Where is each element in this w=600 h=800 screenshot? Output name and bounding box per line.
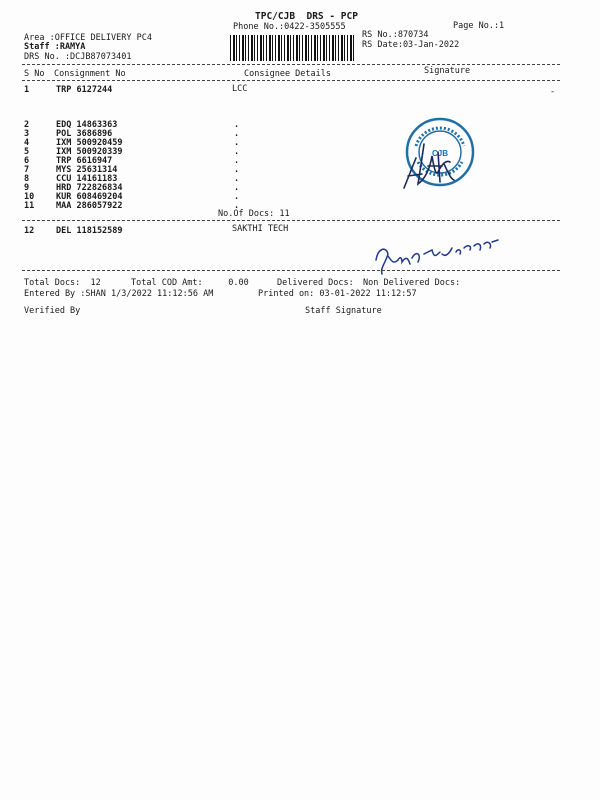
- table-row: 6 TRP 6616947 .: [24, 156, 240, 166]
- table-row: 12 DEL 118152589: [24, 226, 123, 236]
- col-consignee: Consignee Details: [244, 69, 331, 79]
- row-sno: 1: [24, 85, 30, 95]
- table-row: 7 MYS 25631314 .: [24, 165, 240, 175]
- row-consignee: LCC: [232, 84, 248, 94]
- col-consignment: Consignment No: [54, 69, 126, 79]
- table-row: 9 HRD 722826834 .: [24, 183, 240, 193]
- table-row: 4 IXM 500920459 .: [24, 138, 240, 148]
- divider: [22, 270, 560, 271]
- table-row: 10 KUR 608469204 .: [24, 192, 240, 202]
- delivered-docs: Delivered Docs:: [277, 278, 354, 288]
- divider: [22, 64, 560, 65]
- table-row: 5 IXM 500920339 .: [24, 147, 240, 157]
- document-title: TPC/CJB DRS - PCP: [255, 11, 358, 22]
- page-number: Page No.:1: [453, 21, 505, 31]
- printed-on: Printed on: 03-01-2022 11:12:57: [258, 289, 417, 299]
- barcode: [230, 35, 356, 61]
- table-row: 11 MAA 286057922 .: [24, 201, 240, 211]
- non-delivered-docs: Non Delivered Docs:: [363, 278, 461, 288]
- staff-label: Staff :RAMYA: [24, 42, 86, 52]
- rs-number: RS No.:870734: [362, 30, 429, 40]
- drs-number: DRS No. :DCJB87073401: [24, 52, 132, 62]
- verified-by: Verified By: [24, 306, 81, 316]
- divider: [22, 80, 560, 81]
- divider: [22, 220, 560, 221]
- phone-number: Phone No.:0422-3505555: [233, 22, 346, 32]
- docs-count: No.Of Docs: 11: [218, 209, 290, 219]
- svg-text:CJB: CJB: [431, 149, 449, 158]
- total-docs: Total Docs: 12: [24, 278, 101, 288]
- entered-by: Entered By :SHAN 1/3/2022 11:12:56 AM: [24, 289, 214, 299]
- row-consignment: TRP 6127244: [56, 85, 113, 95]
- table-row: 2 EDQ 14863363 .: [24, 120, 240, 130]
- table-row: 8 CCU 14161183 .: [24, 174, 240, 184]
- area-label: Area :OFFICE DELIVERY PC4: [24, 33, 152, 43]
- col-sno: S No: [24, 69, 45, 79]
- handwritten-signature: [398, 138, 460, 194]
- row-consignee: SAKTHI TECH: [232, 224, 289, 234]
- table-row: 3 POL 3686896 .: [24, 129, 240, 139]
- total-cod: Total COD Amt: 0.00: [131, 278, 249, 288]
- staff-signature: Staff Signature: [305, 306, 382, 316]
- col-signature: Signature: [424, 66, 471, 76]
- rs-date: RS Date:03-Jan-2022: [362, 40, 460, 50]
